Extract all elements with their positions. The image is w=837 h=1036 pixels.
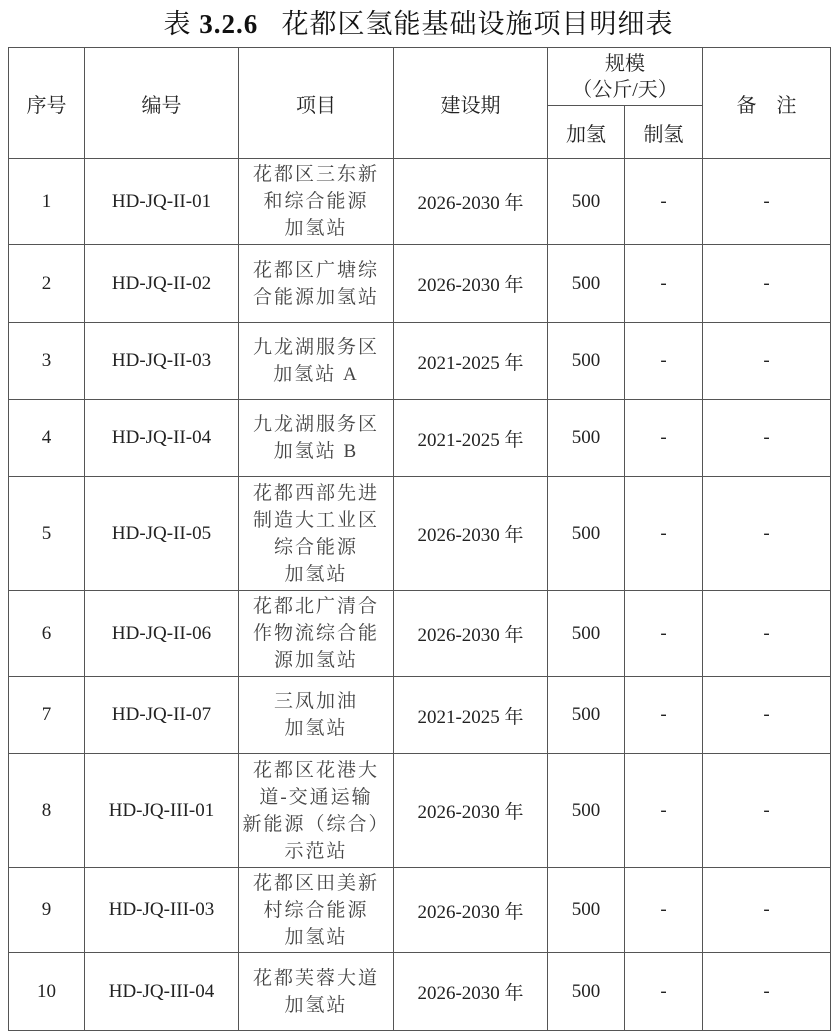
header-scale-unit: （公斤/天） bbox=[572, 78, 678, 101]
project-name-line: 花都区田美新 bbox=[252, 872, 379, 894]
cell-code: HD-JQ-III-04 bbox=[85, 953, 239, 1031]
project-name-line: 综合能源 bbox=[273, 536, 358, 558]
header-index: 序号 bbox=[9, 48, 85, 159]
cell-refuel: 500 bbox=[548, 591, 625, 677]
header-period: 建设期 bbox=[394, 48, 548, 159]
cell-refuel: 500 bbox=[548, 400, 625, 477]
table-row bbox=[9, 677, 831, 754]
cell-index: 10 bbox=[9, 953, 85, 1031]
project-name-line: 加氢站 bbox=[284, 994, 348, 1016]
project-name-line: 制造大工业区 bbox=[252, 509, 379, 531]
header-code: 编号 bbox=[85, 48, 239, 159]
cell-index: 6 bbox=[9, 591, 85, 677]
cell-period: 2026-2030 年 bbox=[394, 591, 548, 677]
project-name-line: 加氢站 bbox=[284, 218, 348, 239]
cell-produce: - bbox=[625, 323, 703, 400]
cell-produce: - bbox=[625, 677, 703, 754]
cell-produce: - bbox=[625, 159, 703, 245]
header-scale-label: 规模 bbox=[605, 52, 645, 75]
cell-code: HD-JQ-III-01 bbox=[85, 754, 239, 868]
cell-code: HD-JQ-II-05 bbox=[85, 477, 239, 591]
project-name-line: 九龙湖服务区 bbox=[252, 414, 379, 435]
cell-code: HD-JQ-II-03 bbox=[85, 323, 239, 400]
cell-index: 7 bbox=[9, 677, 85, 754]
cell-period: 2026-2030 年 bbox=[394, 159, 548, 245]
header-produce: 制氢 bbox=[625, 106, 703, 159]
project-name-line: 合能源加氢站 bbox=[252, 286, 379, 308]
cell-remark: - bbox=[703, 754, 831, 868]
table-row bbox=[9, 159, 831, 245]
cell-remark: - bbox=[703, 868, 831, 953]
cell-remark: - bbox=[703, 591, 831, 677]
cell-refuel: 500 bbox=[548, 477, 625, 591]
project-name-line: 三凤加油 bbox=[273, 691, 358, 712]
cell-index: 5 bbox=[9, 477, 85, 591]
project-name-line: 示范站 bbox=[284, 840, 348, 862]
cell-period: 2026-2030 年 bbox=[394, 868, 548, 953]
cell-code: HD-JQ-III-03 bbox=[85, 868, 239, 953]
project-name-line: 村综合能源 bbox=[263, 899, 369, 921]
cell-produce: - bbox=[625, 400, 703, 477]
project-name-line: 加氢站 A bbox=[273, 364, 359, 385]
cell-index: 9 bbox=[9, 868, 85, 953]
project-name-line: 花都区花港大 bbox=[252, 759, 379, 781]
cell-project bbox=[239, 323, 394, 400]
table-row bbox=[9, 245, 831, 323]
cell-code: HD-JQ-II-07 bbox=[85, 677, 239, 754]
cell-code: HD-JQ-II-06 bbox=[85, 591, 239, 677]
cell-code: HD-JQ-II-04 bbox=[85, 400, 239, 477]
cell-project bbox=[239, 868, 394, 953]
cell-project bbox=[239, 477, 394, 591]
cell-index: 4 bbox=[9, 400, 85, 477]
table-row bbox=[9, 400, 831, 477]
cell-period: 2021-2025 年 bbox=[394, 677, 548, 754]
cell-project bbox=[239, 245, 394, 323]
table-row bbox=[9, 477, 831, 591]
cell-refuel: 500 bbox=[548, 245, 625, 323]
cell-refuel: 500 bbox=[548, 754, 625, 868]
cell-remark: - bbox=[703, 953, 831, 1031]
header-refuel: 加氢 bbox=[548, 106, 625, 159]
project-name-line: 九龙湖服务区 bbox=[252, 337, 379, 358]
cell-refuel: 500 bbox=[548, 323, 625, 400]
cell-period: 2026-2030 年 bbox=[394, 245, 548, 323]
cell-project bbox=[239, 953, 394, 1031]
project-name-line: 花都区三东新 bbox=[252, 164, 379, 185]
cell-produce: - bbox=[625, 591, 703, 677]
header-remark: 备 注 bbox=[703, 48, 831, 159]
cell-index: 8 bbox=[9, 754, 85, 868]
cell-produce: - bbox=[625, 245, 703, 323]
project-name-line: 加氢站 bbox=[284, 718, 348, 739]
cell-index: 1 bbox=[9, 159, 85, 245]
table-row bbox=[9, 868, 831, 953]
cell-project bbox=[239, 677, 394, 754]
cell-project bbox=[239, 754, 394, 868]
cell-period: 2026-2030 年 bbox=[394, 754, 548, 868]
project-name-line: 加氢站 bbox=[284, 926, 348, 948]
table-row bbox=[9, 754, 831, 868]
header-project: 项目 bbox=[239, 48, 394, 159]
cell-refuel: 500 bbox=[548, 159, 625, 245]
table-title bbox=[0, 6, 837, 42]
project-table bbox=[8, 47, 831, 1031]
cell-project bbox=[239, 400, 394, 477]
project-name-line: 加氢站 bbox=[284, 563, 348, 585]
project-name-line: 花都北广清合 bbox=[252, 596, 379, 617]
cell-period: 2026-2030 年 bbox=[394, 953, 548, 1031]
table-number: 3.2.6 bbox=[199, 9, 259, 39]
table-row bbox=[9, 323, 831, 400]
cell-period: 2021-2025 年 bbox=[394, 400, 548, 477]
project-name-line: 源加氢站 bbox=[273, 650, 358, 671]
project-name-line: 花都芙蓉大道 bbox=[252, 967, 379, 989]
cell-refuel: 500 bbox=[548, 953, 625, 1031]
cell-remark: - bbox=[703, 477, 831, 591]
project-name-line: 新能源（综合） bbox=[242, 813, 390, 835]
cell-remark: - bbox=[703, 323, 831, 400]
cell-produce: - bbox=[625, 754, 703, 868]
cell-remark: - bbox=[703, 677, 831, 754]
project-name-line: 和综合能源 bbox=[263, 191, 369, 212]
header-scale bbox=[548, 48, 703, 106]
cell-period: 2026-2030 年 bbox=[394, 477, 548, 591]
cell-period: 2021-2025 年 bbox=[394, 323, 548, 400]
cell-produce: - bbox=[625, 953, 703, 1031]
project-name-line: 花都西部先进 bbox=[252, 482, 379, 504]
cell-refuel: 500 bbox=[548, 868, 625, 953]
project-name-line: 道-交通运输 bbox=[259, 786, 373, 808]
table-row bbox=[9, 591, 831, 677]
table-row bbox=[9, 953, 831, 1031]
project-name-line: 作物流综合能 bbox=[252, 623, 379, 644]
cell-remark: - bbox=[703, 400, 831, 477]
cell-remark: - bbox=[703, 245, 831, 323]
cell-code: HD-JQ-II-01 bbox=[85, 159, 239, 245]
cell-produce: - bbox=[625, 477, 703, 591]
project-name-line: 花都区广塘综 bbox=[252, 259, 379, 281]
title-prefix: 表 bbox=[163, 9, 200, 39]
cell-remark: - bbox=[703, 159, 831, 245]
project-name-line: 加氢站 B bbox=[273, 441, 359, 462]
cell-code: HD-JQ-II-02 bbox=[85, 245, 239, 323]
cell-refuel: 500 bbox=[548, 677, 625, 754]
title-text: 花都区氢能基础设施项目明细表 bbox=[281, 9, 674, 39]
cell-index: 3 bbox=[9, 323, 85, 400]
cell-produce: - bbox=[625, 868, 703, 953]
cell-project bbox=[239, 159, 394, 245]
cell-project bbox=[239, 591, 394, 677]
cell-index: 2 bbox=[9, 245, 85, 323]
